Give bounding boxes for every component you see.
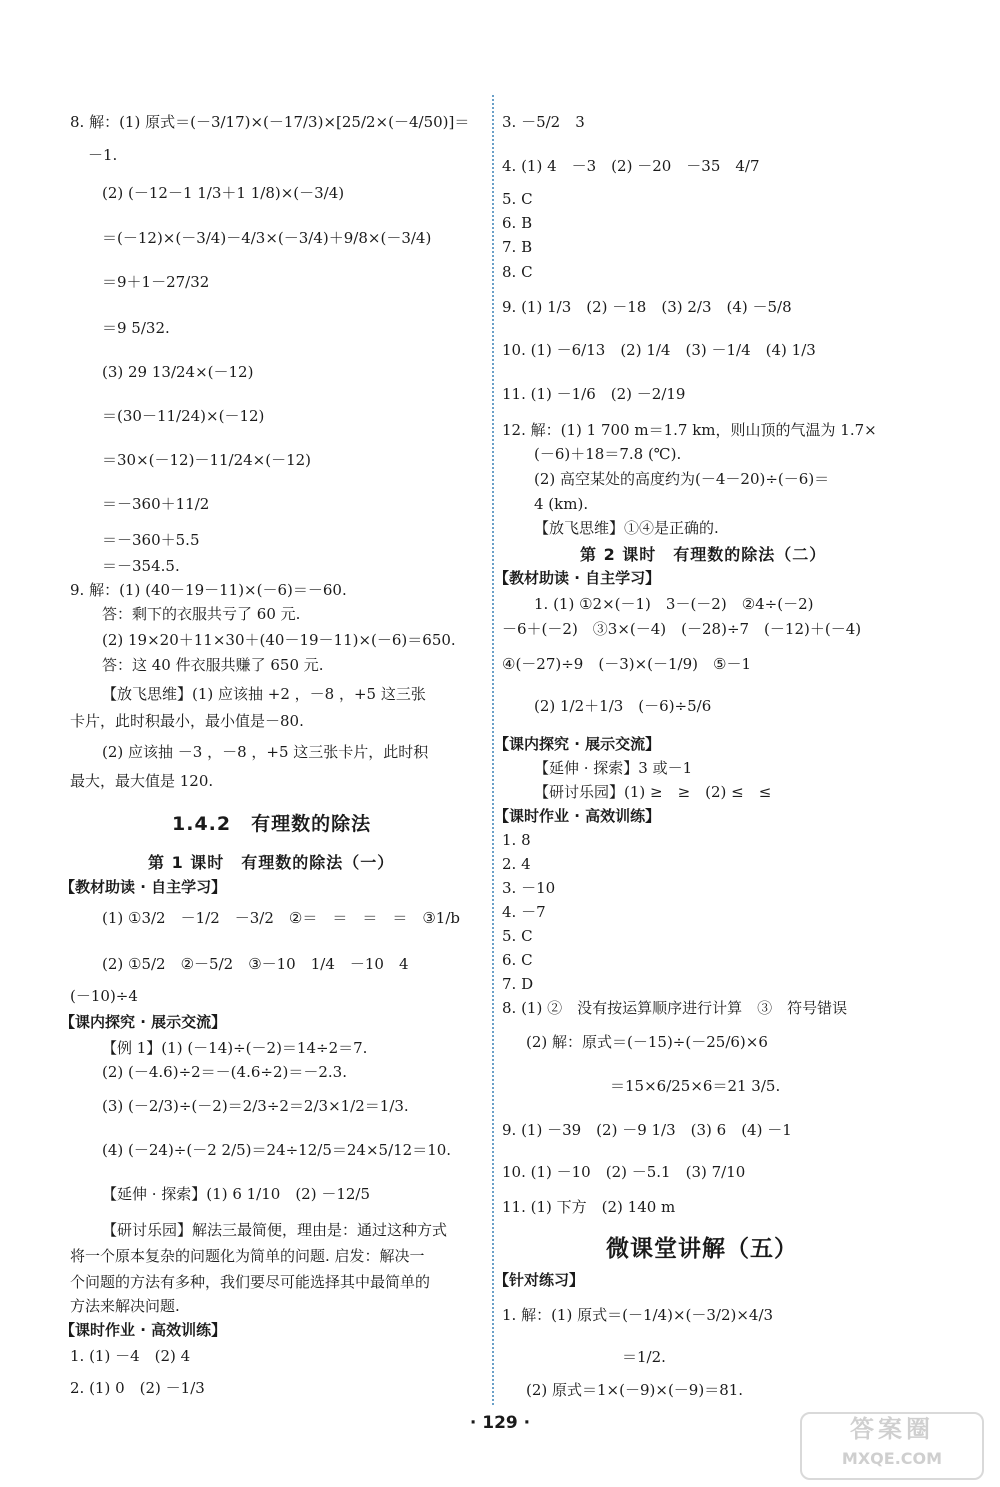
- text-line: ＝1/2.: [622, 1348, 666, 1366]
- text-line: (2) 解：原式＝(－15)÷(－25/6)×6: [526, 1033, 768, 1051]
- text-line: 2. (1) 0 (2) －1/3: [70, 1379, 205, 1397]
- text-line: 3. －10: [502, 879, 556, 897]
- lesson-title: 第 1 课时 有理数的除法（一）: [148, 853, 395, 872]
- text-line: 1. (1) －4 (2) 4: [70, 1347, 191, 1365]
- watermark-title: 答案圈: [850, 1415, 934, 1443]
- text-line: －1.: [88, 146, 118, 164]
- text-line: ＝30×(－12)－11/24×(－12): [102, 451, 312, 469]
- text-line: 【例 1】(1) (－14)÷(－2)＝14÷2＝7.: [102, 1039, 368, 1057]
- text-line: 1. 解：(1) 原式＝(－1/4)×(－3/2)×4/3: [502, 1306, 774, 1324]
- text-line: 最大，最大值是 120.: [70, 772, 214, 790]
- section-title: 微课堂讲解（五）: [606, 1236, 798, 1262]
- text-line: 8. 解：(1) 原式＝(－3/17)×(－17/3)×[25/2×(－4/50)]＝: [70, 113, 470, 131]
- text-line: (2) ①5/2 ②－5/2 ③－10 1/4 －10 4: [102, 955, 409, 973]
- text-line: 5. C: [502, 190, 533, 208]
- text-line: ＝－360＋5.5: [102, 531, 200, 549]
- text-line: (3) (－2/3)÷(－2)＝2/3÷2＝2/3×1/2＝1/3.: [102, 1097, 409, 1115]
- subsection-title: 【教材助读 · 自主学习】: [494, 569, 661, 587]
- text-line: 5. C: [502, 927, 533, 945]
- text-line: 6. C: [502, 951, 533, 969]
- text-line: 6. B: [502, 214, 533, 232]
- text-line: 3. －5/2 3: [502, 113, 585, 131]
- text-line: 4 (km).: [534, 495, 589, 513]
- text-line: 答：剩下的衣服共亏了 60 元.: [102, 605, 301, 623]
- text-line: (－10)÷4: [70, 987, 138, 1005]
- text-line: 将一个原本复杂的问题化为简单的问题. 启发：解决一: [70, 1247, 425, 1265]
- text-line: 【放飞思维】①④是正确的.: [534, 519, 719, 537]
- text-line: ＝(30－11/24)×(－12): [102, 407, 265, 425]
- subsection-title: 【针对练习】: [494, 1271, 585, 1289]
- text-line: (2) (－12－1 1/3＋1 1/8)×(－3/4): [102, 184, 345, 202]
- text-line: (2) (－4.6)÷2＝－(4.6÷2)＝－2.3.: [102, 1063, 347, 1081]
- text-line: 10. (1) －10 (2) －5.1 (3) 7/10: [502, 1163, 746, 1181]
- text-line: 9. 解：(1) (40－19－11)×(－6)＝－60.: [70, 581, 347, 599]
- text-line: (2) 19×20＋11×30＋(40－19－11)×(－6)＝650.: [102, 631, 456, 649]
- text-line: ＝－360＋11/2: [102, 495, 210, 513]
- text-line: 【延伸 · 探索】(1) 6 1/10 (2) －12/5: [102, 1185, 371, 1203]
- text-line: 1. 8: [502, 831, 531, 849]
- text-line: 12. 解：(1) 1 700 m＝1.7 km，则山顶的气温为 1.7×: [502, 421, 877, 439]
- text-line: 1. (1) ①2×(－1) 3－(－2) ②4÷(－2): [534, 595, 814, 613]
- subsection-title: 【教材助读 · 自主学习】: [60, 878, 227, 896]
- text-line: 【研讨乐园】(1) ≥ ≥ (2) ≤ ≤: [534, 783, 772, 801]
- text-line: 7. D: [502, 975, 534, 993]
- subsection-title: 【课内探究 · 展示交流】: [494, 735, 661, 753]
- text-line: －6＋(－2) ③3×(－4) (－28)÷7 (－12)＋(－4): [502, 620, 862, 638]
- watermark-url: MXQE.COM: [841, 1449, 943, 1468]
- text-line: (2) 高空某处的高度约为(－4－20)÷(－6)＝: [534, 470, 830, 488]
- text-line: (1) ①3/2 －1/2 －3/2 ②＝ ＝ ＝ ＝ ③1/b: [102, 909, 460, 927]
- text-line: (4) (－24)÷(－2 2/5)＝24÷12/5＝24×5/12＝10.: [102, 1141, 452, 1159]
- text-line: 8. (1) ② 没有按运算顺序进行计算 ③ 符号错误: [502, 999, 848, 1017]
- watermark-logo: [800, 1412, 984, 1480]
- text-line: 7. B: [502, 238, 533, 256]
- text-line: 11. (1) 下方 (2) 140 m: [502, 1198, 676, 1216]
- text-line: ＝15×6/25×6＝21 3/5.: [610, 1077, 781, 1095]
- text-line: 9. (1) －39 (2) －9 1/3 (3) 6 (4) －1: [502, 1121, 792, 1139]
- text-line: 2. 4: [502, 855, 531, 873]
- text-line: (－6)＋18＝7.8 (℃).: [534, 445, 682, 463]
- subsection-title: 【课时作业 · 高效训练】: [60, 1321, 227, 1339]
- text-line: 【放飞思维】(1) 应该抽 +2 ，－8 ，+5 这三张: [102, 685, 426, 703]
- text-line: ＝－354.5.: [102, 557, 180, 575]
- text-line: ④(－27)÷9 (－3)×(－1/9) ⑤－1: [502, 655, 752, 673]
- text-line: 个问题的方法有多种，我们要尽可能选择其中最简单的: [70, 1273, 431, 1291]
- subsection-title: 【课内探究 · 展示交流】: [60, 1013, 227, 1031]
- text-line: ＝(－12)×(－3/4)－4/3×(－3/4)＋9/8×(－3/4): [102, 229, 432, 247]
- text-line: (2) 1/2＋1/3 (－6)÷5/6: [534, 697, 712, 715]
- text-line: 卡片，此时积最小，最小值是－80.: [70, 712, 304, 730]
- text-line: ＝9 5/32.: [102, 319, 170, 337]
- text-line: 4. (1) 4 －3 (2) －20 －35 4/7: [502, 157, 760, 175]
- text-line: (3) 29 13/24×(－12): [102, 363, 254, 381]
- text-line: 答：这 40 件衣服共赚了 650 元.: [102, 656, 324, 674]
- page-number: · 129 ·: [469, 1413, 531, 1433]
- text-line: 10. (1) －6/13 (2) 1/4 (3) －1/4 (4) 1/3: [502, 341, 816, 359]
- text-line: 11. (1) －1/6 (2) －2/19: [502, 385, 686, 403]
- text-line: 方法来解决问题.: [70, 1297, 180, 1315]
- text-line: 9. (1) 1/3 (2) －18 (3) 2/3 (4) －5/8: [502, 298, 792, 316]
- section-title: 1.4.2 有理数的除法: [172, 813, 372, 835]
- lesson-title: 第 2 课时 有理数的除法（二）: [580, 545, 827, 564]
- text-line: 【延伸 · 探索】3 或－1: [534, 759, 693, 777]
- text-line: (2) 原式＝1×(－9)×(－9)＝81.: [526, 1381, 744, 1399]
- text-line: (2) 应该抽 －3 ，－8 ，+5 这三张卡片，此时积: [102, 743, 429, 761]
- text-line: ＝9＋1－27/32: [102, 273, 210, 291]
- text-line: 【研讨乐园】解法三最简便，理由是：通过这种方式: [102, 1221, 448, 1239]
- text-line: 8. C: [502, 263, 533, 281]
- text-line: 4. －7: [502, 903, 546, 921]
- subsection-title: 【课时作业 · 高效训练】: [494, 807, 661, 825]
